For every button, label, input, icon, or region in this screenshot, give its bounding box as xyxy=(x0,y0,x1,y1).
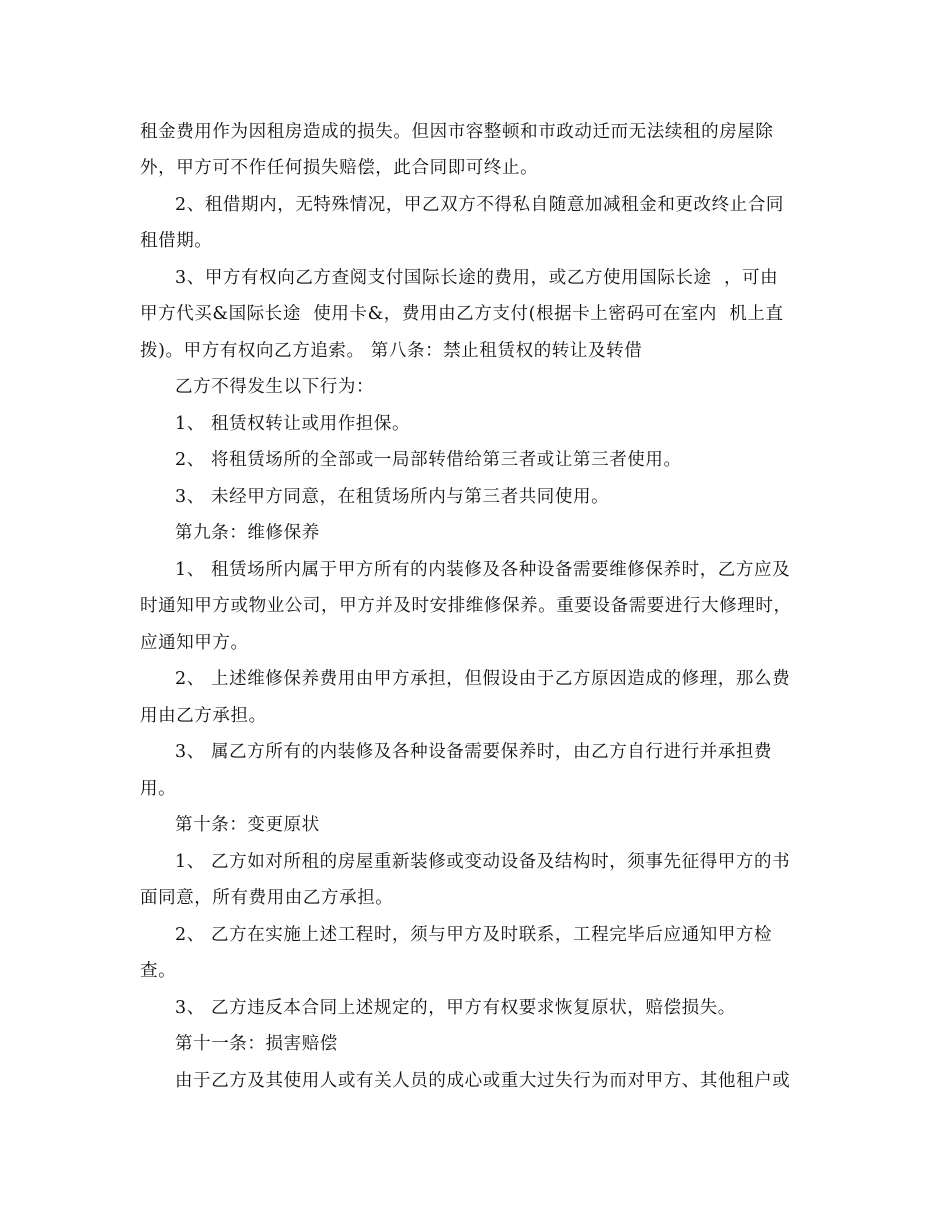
text-line: 由于乙方及其使用人或有关人员的成心或重大过失行为而对甲方、其他租户或 xyxy=(175,1071,791,1091)
text-line: 乙方不得发生以下行为： xyxy=(175,377,375,397)
text-line: 用由乙方承担。 xyxy=(140,706,267,726)
text-line: 3、甲方有权向乙方查阅支付国际长途的费用，或乙方使用国际长途 ，可由 xyxy=(175,268,779,288)
text-line: 2、 乙方在实施上述工程时，须与甲方及时联系，工程完毕后应通知甲方检 xyxy=(175,925,773,945)
text-line: 1、 租赁权转让或用作担保。 xyxy=(175,414,411,434)
text-line: 3、 未经甲方同意，在租赁场所内与第三者共同使用。 xyxy=(175,487,610,507)
text-line: 用。 xyxy=(140,779,177,799)
section-heading: 第九条：维修保养 xyxy=(175,523,320,543)
text-line: 3、 属乙方所有的内装修及各种设备需要保养时，由乙方自行进行并承担费 xyxy=(175,742,773,762)
text-line: 外，甲方可不作任何损失赔偿，此合同即可终止。 xyxy=(140,158,539,178)
text-line: 2、 上述维修保养费用由甲方承担，但假设由于乙方原因造成的修理，那么费 xyxy=(175,669,791,689)
text-line: 查。 xyxy=(140,961,177,981)
text-line: 租金费用作为因租房造成的损失。但因市容整顿和市政动迁而无法续租的房屋除 xyxy=(140,122,774,142)
text-line: 1、 租赁场所内属于甲方所有的内装修及各种设备需要维修保养时，乙方应及 xyxy=(175,560,791,580)
text-line: 租借期。 xyxy=(140,231,213,251)
section-heading: 第十一条：损害赔偿 xyxy=(175,1034,338,1054)
section-heading: 第十条：变更原状 xyxy=(175,815,320,835)
text-line: 3、 乙方违反本合同上述规定的，甲方有权要求恢复原状，赔偿损失。 xyxy=(175,998,736,1018)
text-line: 1、 乙方如对所租的房屋重新装修或变动设备及结构时，须事先征得甲方的书 xyxy=(175,852,791,872)
text-line: 拨)。甲方有权向乙方追索。 第八条：禁止租赁权的转让及转借 xyxy=(140,341,643,361)
text-line: 2、 将租赁场所的全部或一局部转借给第三者或让第三者使用。 xyxy=(175,450,682,470)
text-line: 应通知甲方。 xyxy=(140,633,249,653)
text-line: 时通知甲方或物业公司，甲方并及时安排维修保养。重要设备需要进行大修理时， xyxy=(140,596,792,616)
text-line: 甲方代买&国际长途 使用卡&，费用由乙方支付(根据卡上密码可在室内 机上直 xyxy=(140,304,784,324)
text-line: 面同意，所有费用由乙方承担。 xyxy=(140,888,394,908)
text-line: 2、租借期内，无特殊情况，甲乙双方不得私自随意加减租金和更改终止合同 xyxy=(175,195,785,215)
